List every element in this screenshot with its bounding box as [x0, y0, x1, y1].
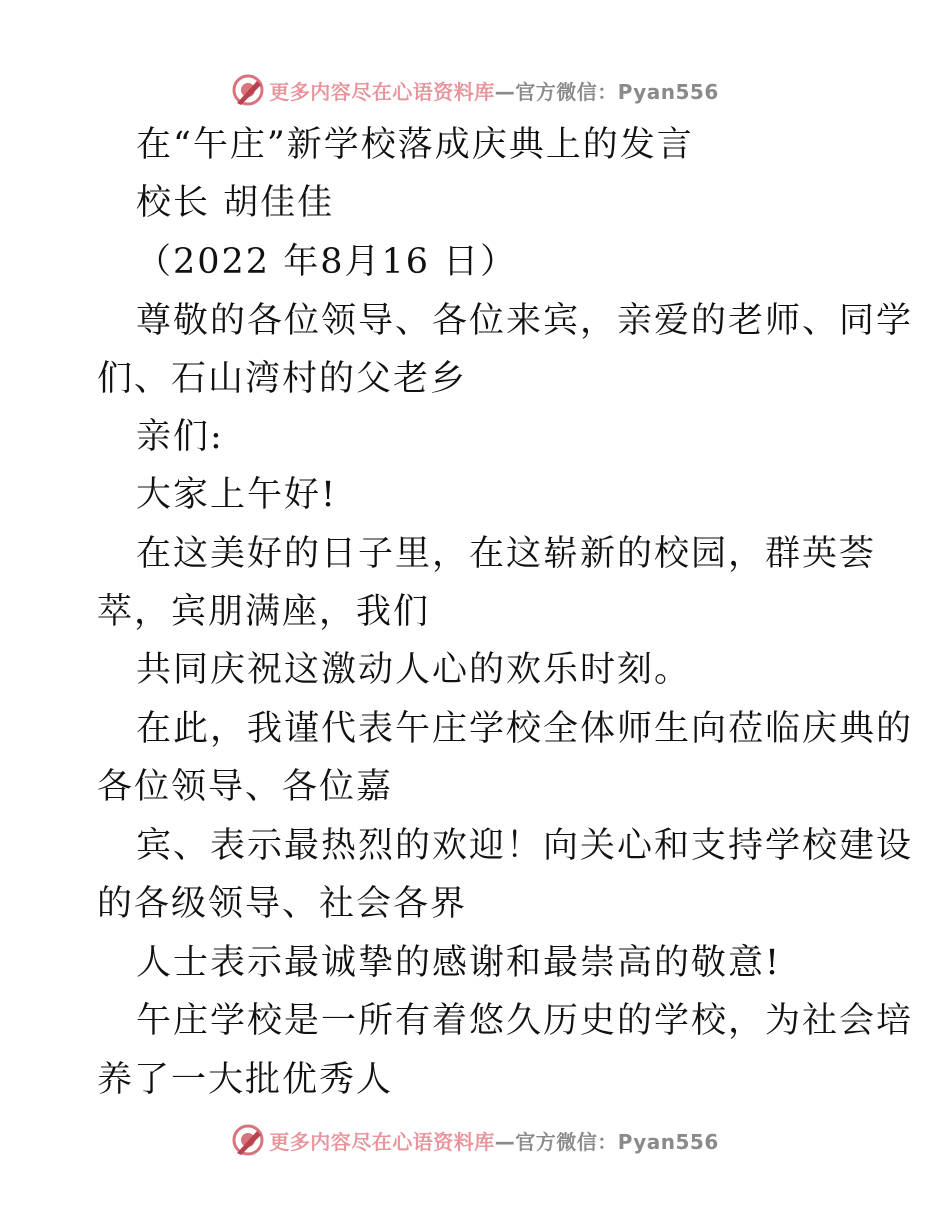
- paragraph-line: 的各级领导、社会各界: [97, 884, 468, 924]
- paragraph-line: 在这美好的日子里，在这崭新的校园，群英荟: [136, 534, 877, 574]
- paragraph-line: 在此，我谨代表午庄学校全体师生向莅临庆典的: [136, 709, 914, 749]
- paragraph-line: 们、石山湾村的父老乡: [97, 359, 468, 399]
- paragraph-line: 大家上午好!: [136, 475, 338, 515]
- document-date: （2022 年8月16 日）: [136, 242, 518, 282]
- paragraph-line: 宾、表示最热烈的欢迎！向关心和支持学校建设: [136, 826, 914, 866]
- paragraph-line: 养了一大批优秀人: [97, 1060, 394, 1100]
- footer-banner-main-text: 更多内容尽在心语资料库: [269, 1129, 495, 1154]
- paragraph-line: 午庄学校是一所有着悠久历史的学校，为社会培: [136, 1001, 914, 1041]
- paragraph-line: 亲们:: [136, 417, 224, 457]
- paragraph-line: 人士表示最诚挚的感谢和最崇高的敬意!: [136, 943, 782, 983]
- header-banner-main-text: 更多内容尽在心语资料库: [269, 79, 495, 104]
- footer-banner-sub-text: —官方微信：Pyan556: [494, 1129, 719, 1154]
- paragraph-line: 各位领导、各位嘉: [97, 767, 394, 807]
- document-title: 在“午庄”新学校落成庆典上的发言: [136, 125, 694, 165]
- footer-watermark-banner: [0, 1120, 950, 1160]
- document-author: 校长 胡佳佳: [136, 183, 335, 223]
- paragraph-line: 尊敬的各位领导、各位来宾，亲爱的老师、同学: [136, 301, 914, 341]
- pen-logo-icon: [231, 1123, 265, 1157]
- paragraph-line: 共同庆祝这激动人心的欢乐时刻。: [136, 650, 692, 690]
- paragraph-line: 萃，宾朋满座，我们: [97, 592, 431, 632]
- header-banner-sub-text: —官方微信：Pyan556: [494, 79, 719, 104]
